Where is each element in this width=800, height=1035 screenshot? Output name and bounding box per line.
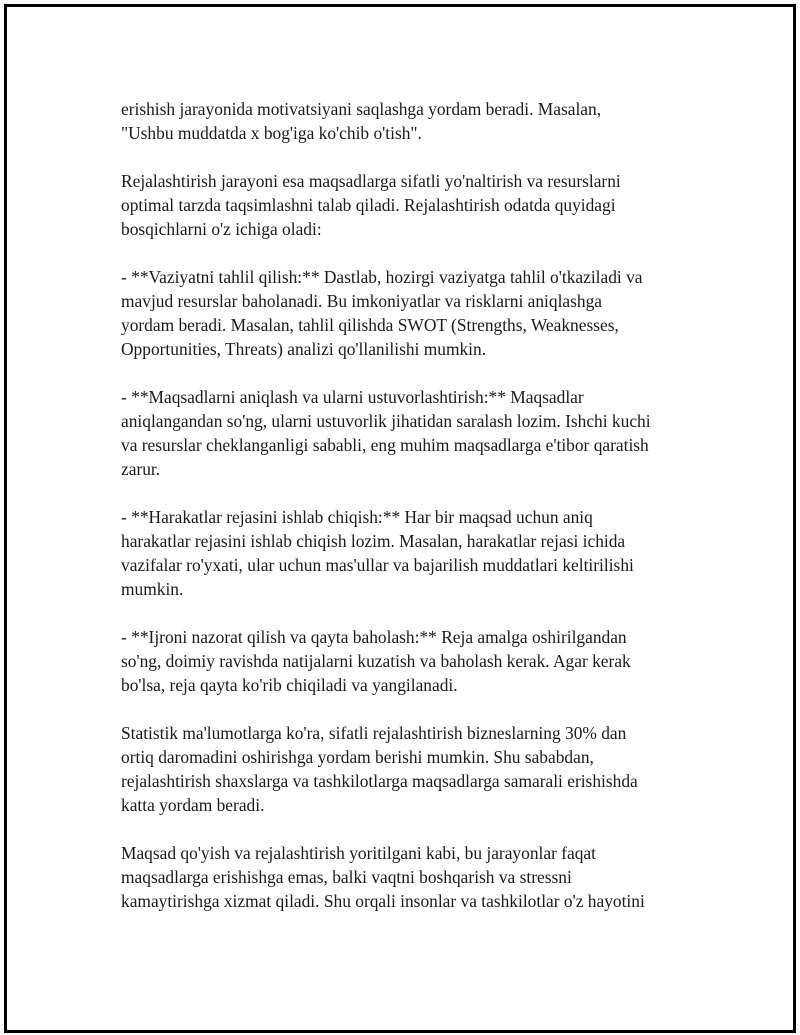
text-line: mumkin. xyxy=(121,579,184,599)
text-line: kamaytirishga xizmat qiladi. Shu orqali insonlar va tashkilotlar o'z hayotini xyxy=(121,891,645,911)
text-line: "Ushbu muddatda x bog'iga ko'chib o'tish". xyxy=(121,123,422,143)
text-line: zarur. xyxy=(121,459,161,479)
text-line: va resurslar cheklanganligi sababli, eng muhim maqsadlarga e'tibor qaratish xyxy=(121,435,649,455)
text-line: bosqichlarni o'z ichiga oladi: xyxy=(121,219,322,239)
text-line: - **Maqsadlarni aniqlash va ularni ustuvorlashtirish:** Maqsadlar xyxy=(121,387,584,407)
list-item-action-plan xyxy=(121,505,701,601)
text-line: - **Vaziyatni tahlil qilish:** Dastlab, hozirgi vaziyatga tahlil o'tkaziladi va xyxy=(121,267,643,287)
paragraph-conclusion xyxy=(121,841,701,913)
list-item-monitoring xyxy=(121,625,701,697)
text-line: erishish jarayonida motivatsiyani saqlashga yordam beradi. Masalan, xyxy=(121,99,602,119)
page-frame xyxy=(4,4,796,1033)
text-line: bo'lsa, reja qayta ko'rib chiqiladi va yangilanadi. xyxy=(121,675,458,695)
text-line: yordam beradi. Masalan, tahlil qilishda SWOT (Strengths, Weaknesses, xyxy=(121,315,619,335)
text-line: optimal tarzda taqsimlashni talab qiladi. Rejalashtirish odatda quyidagi xyxy=(121,195,616,215)
text-line: Rejalashtirish jarayoni esa maqsadlarga sifatli yo'naltirish va resurslarni xyxy=(121,171,621,191)
list-item-goal-prioritization xyxy=(121,385,701,481)
text-line: Maqsad qo'yish va rejalashtirish yoritilgani kabi, bu jarayonlar faqat xyxy=(121,843,596,863)
text-line: aniqlangandan so'ng, ularni ustuvorlik jihatidan saralash lozim. Ishchi kuchi xyxy=(121,411,651,431)
paragraph-planning-intro xyxy=(121,169,701,241)
text-line: - **Ijroni nazorat qilish va qayta baholash:** Reja amalga oshirilgandan xyxy=(121,627,627,647)
text-line: vazifalar ro'yxati, ular uchun mas'ullar va bajarilish muddatlari keltirilishi xyxy=(121,555,634,575)
document-body xyxy=(121,97,701,937)
text-line: mavjud resurslar baholanadi. Bu imkoniyatlar va risklarni aniqlashga xyxy=(121,291,603,311)
text-line: Opportunities, Threats) analizi qo'llanilishi mumkin. xyxy=(121,339,487,359)
text-line: katta yordam beradi. xyxy=(121,795,265,815)
text-line: rejalashtirish shaxslarga va tashkilotlarga maqsadlarga samarali erishishda xyxy=(121,771,638,791)
text-line: so'ng, doimiy ravishda natijalarni kuzatish va baholash kerak. Agar kerak xyxy=(121,651,631,671)
text-line: ortiq daromadini oshirishga yordam berishi mumkin. Shu sababdan, xyxy=(121,747,594,767)
text-line: harakatlar rejasini ishlab chiqish lozim. Masalan, harakatlar rejasi ichida xyxy=(121,531,626,551)
paragraph-statistics xyxy=(121,721,701,817)
text-line: Statistik ma'lumotlarga ko'ra, sifatli rejalashtirish bizneslarning 30% dan xyxy=(121,723,627,743)
paragraph-motivation xyxy=(121,97,701,145)
list-item-situation-analysis xyxy=(121,265,701,361)
text-line: maqsadlarga erishishga emas, balki vaqtni boshqarish va stressni xyxy=(121,867,572,887)
text-line: - **Harakatlar rejasini ishlab chiqish:** Har bir maqsad uchun aniq xyxy=(121,507,593,527)
